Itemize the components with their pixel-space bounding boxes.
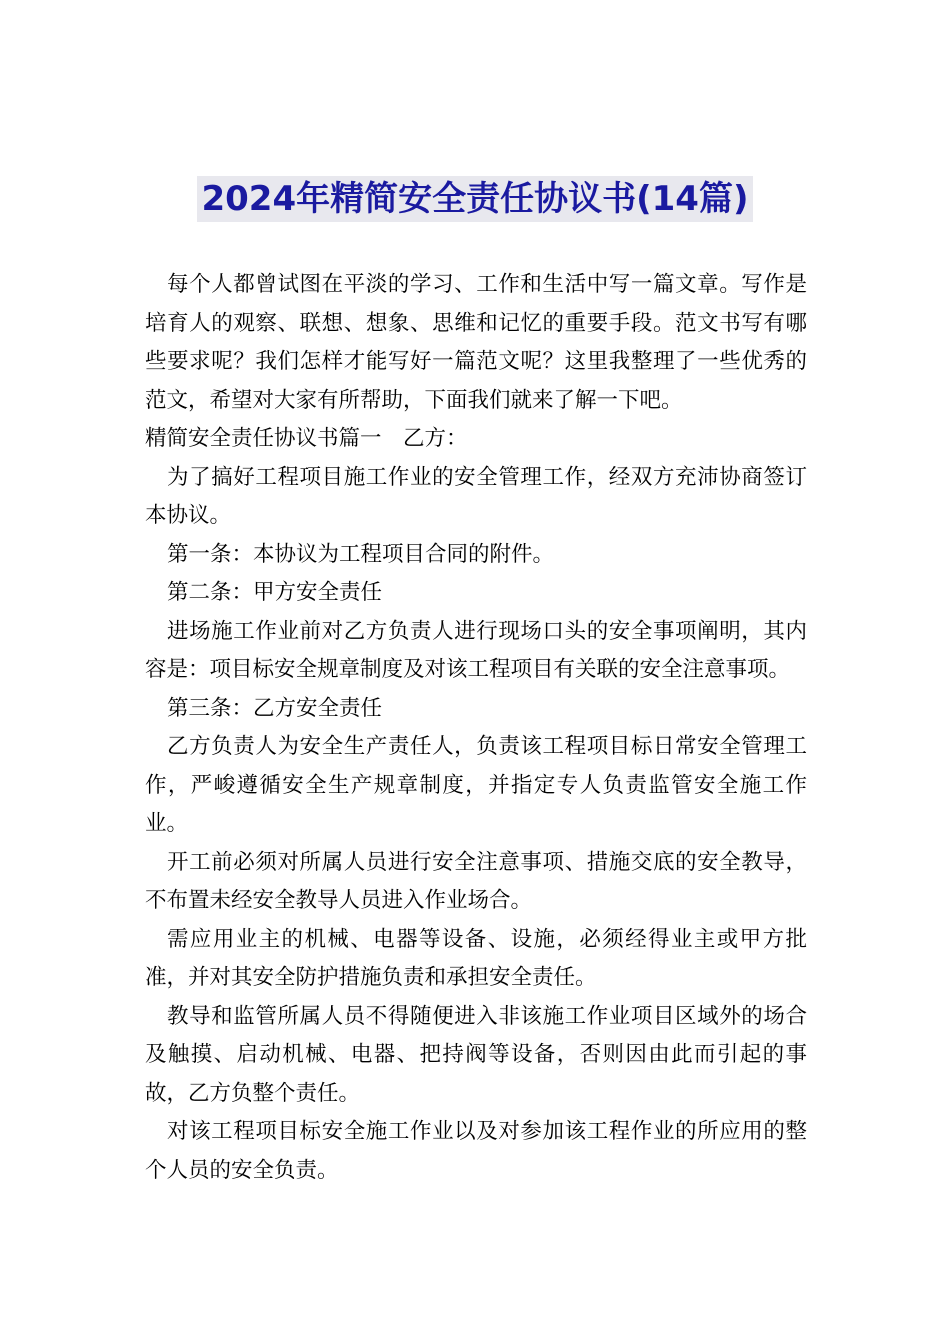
paragraph: 需应用业主的机械、电器等设备、设施，必须经得业主或甲方批准，并对其安全防护措施负责和承担安全责任。 bbox=[145, 926, 807, 990]
paragraph: 教导和监管所属人员不得随便进入非该施工作业项目区域外的场合及触摸、启动机械、电器、把持阀等设备，否则因由此而引起的事故，乙方负整个责任。 bbox=[145, 1003, 807, 1106]
paragraph: 对该工程项目标安全施工作业以及对参加该工程作业的所应用的整个人员的安全负责。 bbox=[145, 1119, 807, 1183]
paragraph-article-1: 第一条：本协议为工程项目合同的附件。 bbox=[167, 541, 555, 567]
paragraph-intro: 每个人都曾试图在平淡的学习、工作和生活中写一篇文章。写作是培育人的观察、联想、想象、思维和记忆的重要手段。范文书写有哪些要求呢？我们怎样才能写好一篇范文呢？这里我整理了一些优秀的范文，希望对大家有所帮助，下面我们就来了解一下吧。 bbox=[145, 272, 807, 413]
paragraph-article-3: 第三条：乙方安全责任 bbox=[167, 695, 383, 721]
paragraph: 进场施工作业前对乙方负责人进行现场口头的安全事项阐明，其内容是：项目标安全规章制度及对该工程项目有关联的安全注意事项。 bbox=[145, 618, 807, 682]
paragraph: 开工前必须对所属人员进行安全注意事项、措施交底的安全教导，不布置未经安全教导人员进入作业场合。 bbox=[145, 849, 807, 913]
paragraph-article-2: 第二条：甲方安全责任 bbox=[167, 580, 383, 605]
document-body bbox=[145, 266, 807, 1190]
document-title: 2024年精简安全责任协议书(14篇) bbox=[197, 176, 752, 222]
paragraph: 乙方负责人为安全生产责任人，负责该工程项目标日常安全管理工作，严峻遵循安全生产规章制度，并指定专人负责监管安全施工作业。 bbox=[145, 734, 807, 836]
paragraph-section-heading: 精简安全责任协议书篇一 乙方： bbox=[145, 426, 468, 451]
title-container bbox=[0, 176, 950, 222]
paragraph: 为了搞好工程项目施工作业的安全管理工作，经双方充沛协商签订本协议。 bbox=[145, 464, 807, 528]
